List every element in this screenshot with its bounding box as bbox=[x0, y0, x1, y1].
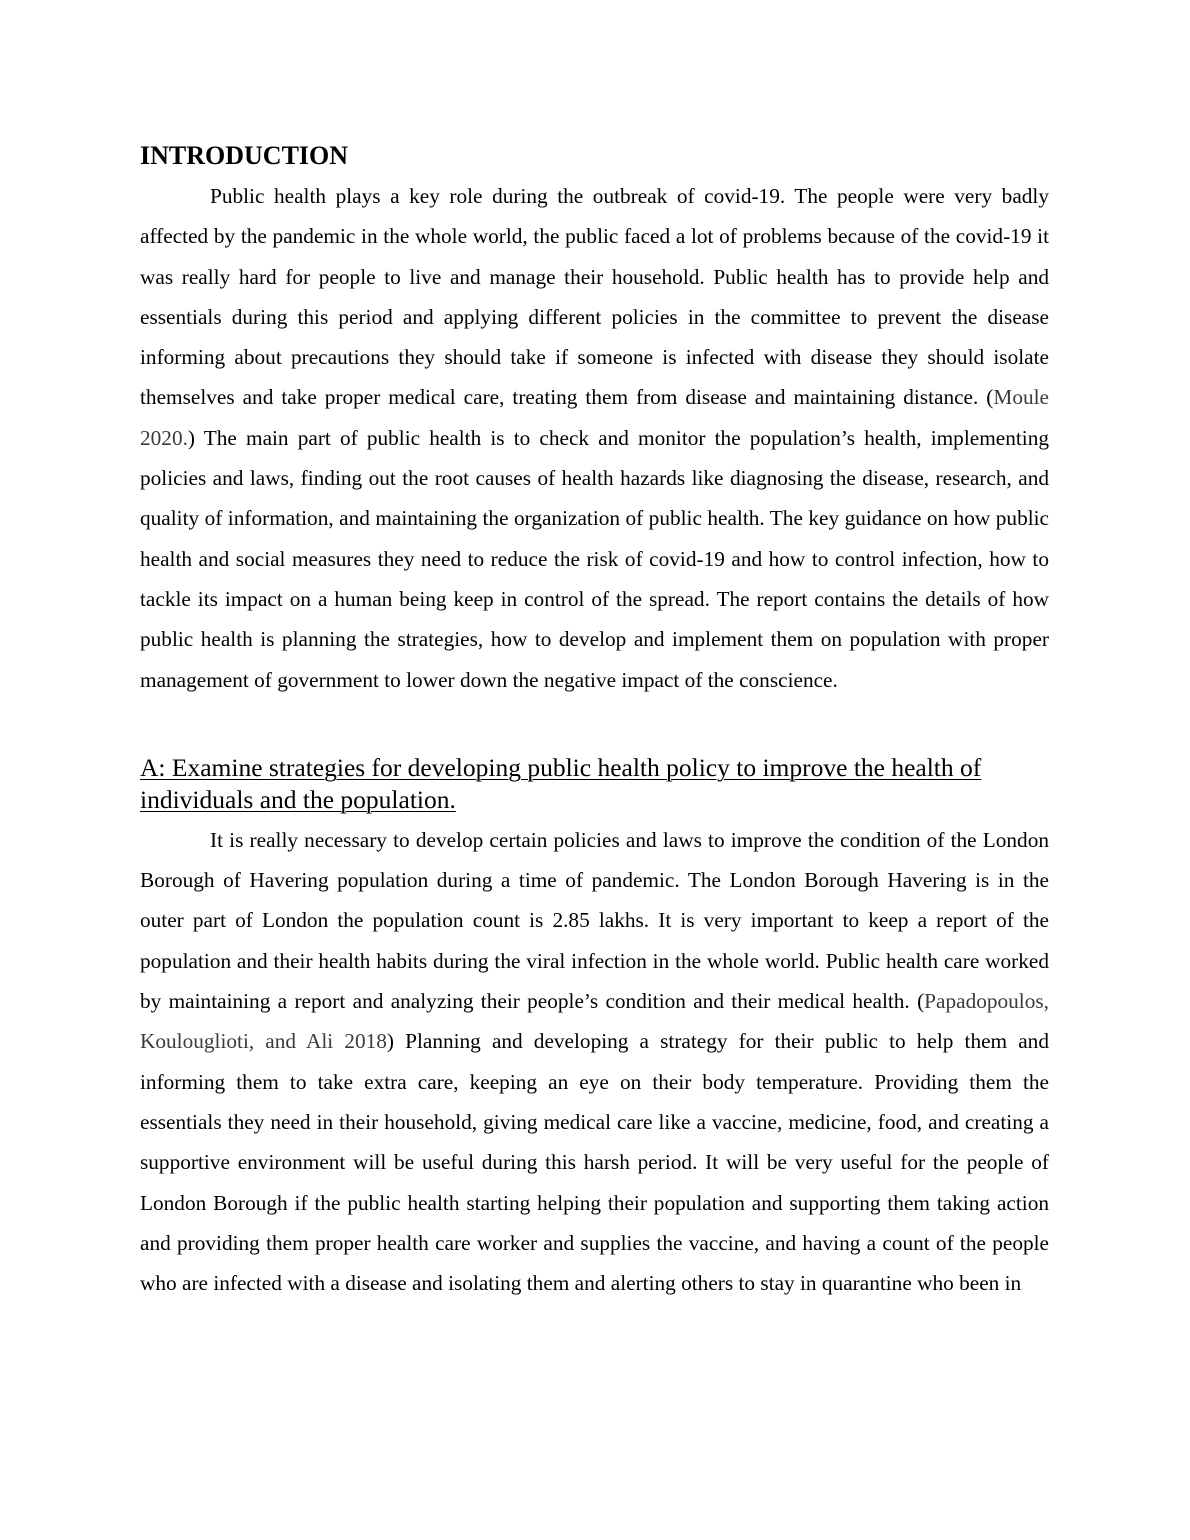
intro-citation: Moule 2020. bbox=[140, 385, 1049, 450]
introduction-heading: INTRODUCTION bbox=[140, 141, 349, 170]
section-a-text-part-2: ) Planning and developing a strategy for their public to help them and informing them to take extra care, keeping an eye on their body temperature. Providing them the essentials they need in their household, giving medical care like a vaccine, medicine, food, and creating a supportive environment will be useful during this harsh period. It will be very useful for the people of London Borough if the public health starting helping their population and supporting them taking action and providing them proper health care worker and supplies the vaccine, and having a count of the people who are infected with a disease and isolating them and alerting others to stay in quarantine who been in bbox=[140, 1029, 1049, 1296]
section-a-text-part-1: It is really necessary to develop certain policies and laws to improve the condition of the London Borough of Havering population during a time of pandemic. The London Borough Havering is in the outer part of London the population count is 2.85 lakhs. It is very important to keep a report of the population and their health habits during the viral infection in the whole world. Public health care worked by maintaining a report and analyzing their people’s condition and their medical health. ( bbox=[140, 827, 1049, 1014]
section-a-citation: Papadopoulos, Koulouglioti, and Ali 2018 bbox=[140, 989, 1049, 1054]
intro-text-part-1: Public health plays a key role during the outbreak of covid-19. The people were very badly affected by the pandemic in the whole world, the public faced a lot of problems because of the covid-19 it was really hard for people to live and manage their household. Public health has to provide help and essentials during this period and applying different policies in the committee to prevent the disease informing about precautions they should take if someone is infected with disease they should isolate themselves and take proper medical care, treating them from disease and maintaining distance. ( bbox=[140, 184, 1049, 410]
section-a-paragraph bbox=[140, 820, 1049, 1304]
intro-text-part-2: ) The main part of public health is to check and monitor the population’s health, implementing policies and laws, finding out the root causes of health hazards like diagnosing the disease, research, and quality of information, and maintaining the organization of public health. The key guidance on how public health and social measures they need to reduce the risk of covid-19 and how to control infection, how to tackle its impact on a human being keep in control of the spread. The report contains the details of how public health is planning the strategies, how to develop and implement them on population with proper management of government to lower down the negative impact of the conscience. bbox=[140, 425, 1049, 692]
introduction-paragraph bbox=[140, 176, 1049, 700]
section-a-title: A: Examine strategies for developing public health policy to improve the health of individuals and the population. bbox=[140, 752, 982, 814]
document-page bbox=[140, 138, 1049, 1303]
